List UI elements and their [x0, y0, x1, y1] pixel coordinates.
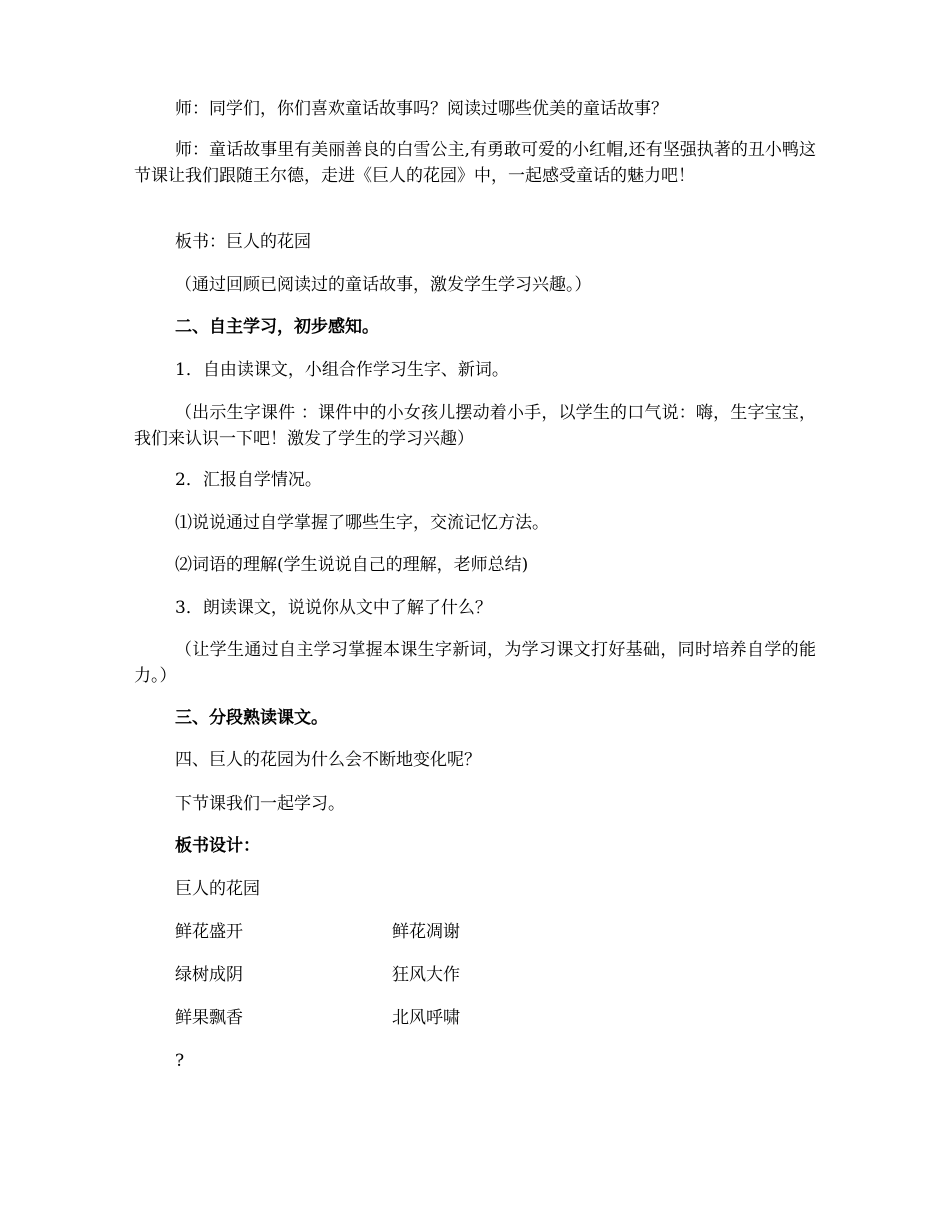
- teacher-intro-paragraph: 师：童话故事里有美丽善良的白雪公主,有勇敢可爱的小红帽,还有坚强执著的丑小鸭这节课让我们跟随王尔德，走进《巨人的花园》中，一起感受童话的魅力吧！: [134, 140, 816, 186]
- board-row-left: 鲜果飘香: [175, 1008, 243, 1028]
- board-design-heading: 板书设计：: [175, 836, 260, 856]
- board-row-right: 鲜花凋谢: [392, 922, 460, 942]
- step-1-paragraph: 1．自由读课文，小组合作学习生字、新词。: [175, 360, 509, 380]
- board-design-title: 巨人的花园: [175, 879, 260, 899]
- board-row-right: 北风呼啸: [392, 1008, 460, 1028]
- board-row-right: 狂风大作: [392, 965, 460, 985]
- board-title-paragraph: 板书：巨人的花园: [175, 232, 311, 252]
- section-heading-self-study: 二、自主学习，初步感知。: [175, 317, 379, 337]
- teacher-question-paragraph: 师：同学们，你们喜欢童话故事吗？阅读过哪些优美的童话故事？: [175, 99, 668, 119]
- courseware-note-paragraph: （出示生字课件 ：课件中的小女孩儿摆动着小手，以学生的口气说：嗨，生字宝宝，我们来认识一下吧！激发了学生的学习兴趣）: [134, 403, 816, 449]
- trailing-question-mark: ?: [175, 1051, 185, 1071]
- note-paragraph: （通过回顾已阅读过的童话故事，激发学生学习兴趣。）: [175, 275, 592, 295]
- next-lesson-paragraph: 下节课我们一起学习。: [175, 794, 345, 814]
- sub-item-2-paragraph: ⑵词语的理解(学生说说自己的理解，老师总结): [175, 555, 529, 575]
- step-2-paragraph: 2．汇报自学情况。: [175, 470, 322, 490]
- section-four-paragraph: 四、巨人的花园为什么会不断地变化呢？: [175, 750, 481, 770]
- sub-item-1-paragraph: ⑴说说通过自学掌握了哪些生字，交流记忆方法。: [175, 513, 549, 533]
- section-heading-reading: 三、分段熟读课文。: [175, 708, 328, 728]
- board-row-left: 鲜花盛开: [175, 922, 243, 942]
- step-3-paragraph: 3．朗读课文，说说你从文中了解了什么？: [175, 598, 492, 618]
- board-row-left: 绿树成阴: [175, 965, 243, 985]
- goal-note-paragraph: （让学生通过自主学习掌握本课生字新词，为学习课文打好基础，同时培养自学的能力。）: [134, 640, 816, 686]
